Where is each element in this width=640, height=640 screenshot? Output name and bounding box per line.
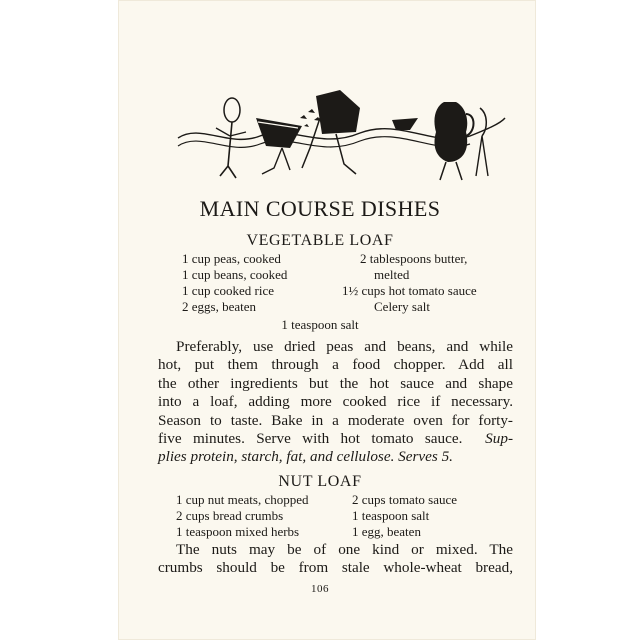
- ingredient-line: Celery salt: [374, 299, 430, 314]
- ingredient-line: 1 teaspoon salt: [352, 508, 430, 523]
- ingredient-list-left: [182, 251, 287, 315]
- ingredient-line: 1 teaspoon mixed herbs: [176, 524, 300, 539]
- ingredient-list-right: [342, 251, 477, 315]
- ingredient-line: 1 teaspoon salt: [281, 317, 359, 332]
- directions-line: crumbs should be from stale whole-wheat bread,: [158, 559, 513, 577]
- recipe-title-vegetable-loaf: VEGETABLE LOAF: [246, 232, 394, 249]
- ingredient-list-right: [352, 492, 457, 540]
- directions-line: hot, put them through a food chopper. Add all: [158, 356, 513, 374]
- page-number: 106: [311, 583, 329, 595]
- ingredient-list-left: [176, 492, 309, 540]
- ingredient-line: 2 cups tomato sauce: [352, 492, 458, 507]
- ingredient-line: 2 cups bread crumbs: [176, 508, 284, 523]
- directions-line: the other ingredients but the hot sauce and shape: [158, 374, 513, 392]
- ingredient-line: 1 cup beans, cooked: [182, 267, 288, 282]
- ingredient-line: 1 cup peas, cooked: [182, 251, 281, 266]
- directions-line: Preferably, use dried peas and beans, and while: [176, 338, 513, 355]
- ingredient-line: 2 tablespoons butter,: [360, 251, 468, 266]
- directions-line: into a loaf, adding more cooked rice if necessary.: [158, 393, 513, 411]
- ingredient-line: 1½ cups hot tomato sauce: [342, 283, 477, 298]
- kitchen-utensils-illustration: [170, 88, 510, 188]
- ingredient-line: 1 egg, beaten: [352, 524, 421, 539]
- ingredient-line: 1 cup nut meats, chopped: [176, 492, 309, 507]
- recipe-directions: [158, 338, 513, 467]
- ingredient-line: 1 cup cooked rice: [182, 283, 275, 298]
- recipe-directions: [158, 541, 513, 578]
- directions-line: plies protein, starch, fat, and cellulose. Serves 5.: [158, 448, 453, 466]
- directions-line: The nuts may be of one kind or mixed. The: [176, 541, 513, 558]
- page-title: MAIN COURSE DISHES: [199, 196, 441, 221]
- recipe-title-nut-loaf: NUT LOAF: [278, 473, 362, 490]
- directions-line: Season to taste. Bake in a moderate oven for forty-: [158, 411, 513, 429]
- ingredient-line: 2 eggs, beaten: [182, 299, 257, 314]
- ingredient-line: melted: [374, 267, 410, 282]
- directions-line: five minutes. Serve with hot tomato sauce. Sup-: [158, 430, 514, 448]
